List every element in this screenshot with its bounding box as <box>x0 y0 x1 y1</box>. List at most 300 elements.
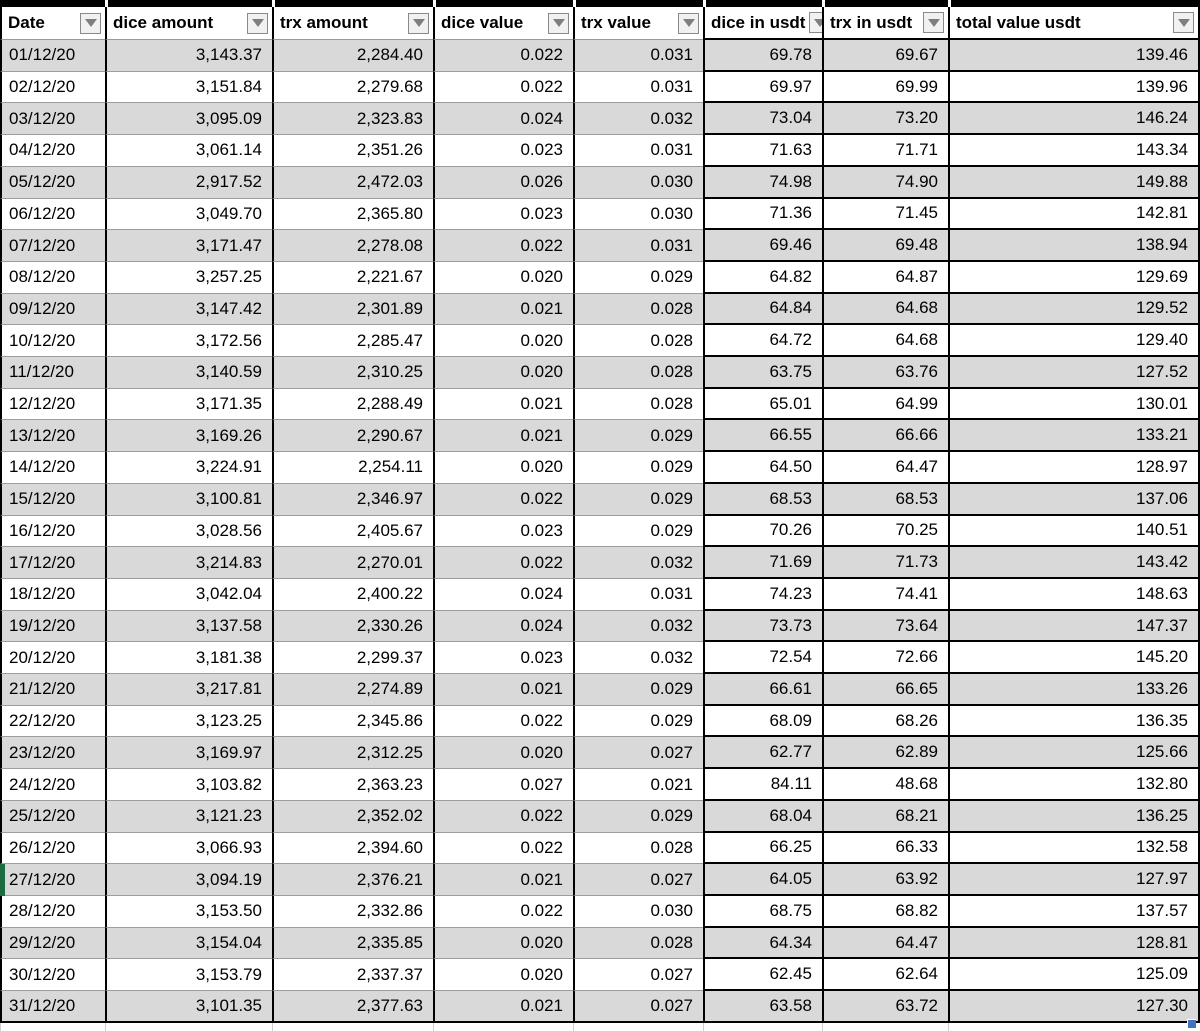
value-cell[interactable]: 0.027 <box>573 737 703 769</box>
value-cell[interactable]: 2,310.25 <box>272 357 433 389</box>
date-cell[interactable]: 05/12/20 <box>0 167 105 199</box>
value-cell[interactable]: 3,123.25 <box>105 706 272 738</box>
chevron-down-icon <box>814 19 822 27</box>
value-cell[interactable]: 73.64 <box>822 611 948 643</box>
value-cell[interactable]: 0.021 <box>433 674 573 706</box>
value-cell[interactable]: 68.26 <box>822 706 948 738</box>
value-cell[interactable]: 64.72 <box>703 325 822 357</box>
value-cell[interactable]: 0.029 <box>573 420 703 452</box>
value-cell[interactable]: 3,153.50 <box>105 896 272 928</box>
value-cell[interactable]: 66.61 <box>703 674 822 706</box>
value-cell[interactable]: 140.51 <box>948 516 1200 548</box>
value-cell[interactable]: 129.40 <box>948 325 1200 357</box>
date-cell[interactable]: 04/12/20 <box>0 135 105 167</box>
value-cell[interactable]: 0.029 <box>573 801 703 833</box>
filter-dropdown-button[interactable] <box>809 12 822 33</box>
value-cell[interactable]: 2,290.67 <box>272 420 433 452</box>
value-cell[interactable]: 0.024 <box>433 103 573 135</box>
date-cell[interactable]: 20/12/20 <box>0 642 105 674</box>
table-row <box>0 389 1200 421</box>
filter-dropdown-button[interactable] <box>408 13 429 34</box>
column-header-label: trx amount <box>280 13 368 32</box>
value-cell[interactable]: 64.47 <box>822 928 948 960</box>
value-cell[interactable]: 68.04 <box>703 801 822 833</box>
value-cell[interactable]: 3,171.47 <box>105 230 272 262</box>
value-cell[interactable]: 2,351.26 <box>272 135 433 167</box>
value-cell[interactable]: 0.031 <box>573 40 703 72</box>
value-cell[interactable]: 3,095.09 <box>105 103 272 135</box>
column-header-label: trx in usdt <box>830 12 913 32</box>
value-cell[interactable]: 64.99 <box>822 389 948 421</box>
value-cell[interactable]: 71.45 <box>822 199 948 231</box>
value-cell[interactable]: 3,147.42 <box>105 294 272 326</box>
value-cell[interactable]: 3,094.19 <box>105 864 272 896</box>
value-cell[interactable]: 3,169.26 <box>105 420 272 452</box>
value-cell[interactable]: 0.022 <box>433 484 573 516</box>
value-cell[interactable]: 64.84 <box>703 294 822 326</box>
value-cell[interactable]: 3,143.37 <box>105 40 272 72</box>
date-cell[interactable]: 27/12/20 <box>0 864 105 896</box>
cutoff-cell <box>948 0 1200 7</box>
chevron-down-icon <box>683 19 695 27</box>
value-cell[interactable]: 84.11 <box>703 769 822 801</box>
value-cell[interactable]: 2,363.23 <box>272 769 433 801</box>
column-header-dice-amount <box>105 7 272 40</box>
value-cell[interactable]: 3,066.93 <box>105 833 272 865</box>
value-cell[interactable]: 3,257.25 <box>105 262 272 294</box>
table-row <box>0 40 1200 72</box>
value-cell[interactable]: 3,154.04 <box>105 928 272 960</box>
value-cell[interactable]: 3,049.70 <box>105 199 272 231</box>
value-cell[interactable]: 2,330.26 <box>272 611 433 643</box>
value-cell[interactable]: 2,472.03 <box>272 167 433 199</box>
value-cell[interactable]: 0.031 <box>573 579 703 611</box>
value-cell[interactable]: 63.72 <box>822 991 948 1023</box>
value-cell[interactable]: 0.020 <box>433 928 573 960</box>
value-cell[interactable]: 0.021 <box>433 389 573 421</box>
value-cell[interactable]: 0.022 <box>433 547 573 579</box>
value-cell[interactable]: 2,270.01 <box>272 547 433 579</box>
value-cell[interactable]: 69.46 <box>703 230 822 262</box>
value-cell[interactable]: 2,377.63 <box>272 991 433 1023</box>
value-cell[interactable]: 0.023 <box>433 642 573 674</box>
value-cell[interactable]: 0.021 <box>433 864 573 896</box>
value-cell[interactable]: 0.020 <box>433 737 573 769</box>
value-cell[interactable]: 62.89 <box>822 737 948 769</box>
value-cell[interactable]: 70.25 <box>822 516 948 548</box>
filter-dropdown-button[interactable] <box>923 12 944 33</box>
value-cell[interactable]: 0.021 <box>433 420 573 452</box>
value-cell[interactable]: 0.029 <box>573 262 703 294</box>
value-cell[interactable]: 69.48 <box>822 230 948 262</box>
value-cell[interactable]: 2,274.89 <box>272 674 433 706</box>
value-cell[interactable]: 146.24 <box>948 103 1200 135</box>
value-cell[interactable]: 73.20 <box>822 103 948 135</box>
value-cell[interactable]: 0.027 <box>573 991 703 1023</box>
value-cell[interactable]: 0.020 <box>433 959 573 991</box>
value-cell[interactable]: 2,332.86 <box>272 896 433 928</box>
date-cell[interactable]: 09/12/20 <box>0 294 105 326</box>
value-cell[interactable]: 3,121.23 <box>105 801 272 833</box>
value-cell[interactable]: 2,345.86 <box>272 706 433 738</box>
value-cell[interactable]: 64.34 <box>703 928 822 960</box>
value-cell[interactable]: 0.022 <box>433 706 573 738</box>
value-cell[interactable]: 0.030 <box>573 167 703 199</box>
value-cell[interactable]: 2,299.37 <box>272 642 433 674</box>
value-cell[interactable]: 0.023 <box>433 516 573 548</box>
value-cell[interactable]: 127.52 <box>948 357 1200 389</box>
value-cell[interactable]: 3,101.35 <box>105 991 272 1023</box>
value-cell[interactable]: 0.020 <box>433 325 573 357</box>
cutoff-cell <box>272 0 433 7</box>
date-cell[interactable]: 02/12/20 <box>0 72 105 104</box>
value-cell[interactable]: 3,181.38 <box>105 642 272 674</box>
value-cell[interactable]: 0.028 <box>573 833 703 865</box>
date-cell[interactable]: 19/12/20 <box>0 611 105 643</box>
date-cell[interactable]: 12/12/20 <box>0 389 105 421</box>
value-cell[interactable]: 0.020 <box>433 452 573 484</box>
cutoff-cell <box>0 0 105 7</box>
table-row <box>0 484 1200 516</box>
date-cell[interactable]: 11/12/20 <box>0 357 105 389</box>
column-header-trx-value <box>573 7 703 40</box>
value-cell[interactable]: 71.69 <box>703 547 822 579</box>
value-cell[interactable]: 0.022 <box>433 833 573 865</box>
value-cell[interactable]: 72.54 <box>703 642 822 674</box>
value-cell[interactable]: 147.37 <box>948 611 1200 643</box>
value-cell[interactable]: 64.68 <box>822 294 948 326</box>
value-cell[interactable]: 3,061.14 <box>105 135 272 167</box>
value-cell[interactable]: 2,285.47 <box>272 325 433 357</box>
value-cell[interactable]: 74.90 <box>822 167 948 199</box>
date-cell[interactable]: 15/12/20 <box>0 484 105 516</box>
value-cell[interactable]: 68.75 <box>703 896 822 928</box>
value-cell[interactable]: 0.029 <box>573 452 703 484</box>
cutoff-cell <box>0 1023 105 1031</box>
column-header-label: dice amount <box>113 13 214 32</box>
value-cell[interactable]: 3,028.56 <box>105 516 272 548</box>
value-cell[interactable]: 3,151.84 <box>105 72 272 104</box>
value-cell[interactable]: 0.031 <box>573 72 703 104</box>
value-cell[interactable]: 127.30 <box>948 991 1200 1023</box>
value-cell[interactable]: 0.030 <box>573 199 703 231</box>
value-cell[interactable]: 0.021 <box>433 294 573 326</box>
value-cell[interactable]: 0.021 <box>433 991 573 1023</box>
value-cell[interactable]: 63.76 <box>822 357 948 389</box>
date-cell[interactable]: 30/12/20 <box>0 959 105 991</box>
value-cell[interactable]: 0.026 <box>433 167 573 199</box>
date-cell[interactable]: 14/12/20 <box>0 452 105 484</box>
date-cell[interactable]: 10/12/20 <box>0 325 105 357</box>
value-cell[interactable]: 3,172.56 <box>105 325 272 357</box>
value-cell[interactable]: 139.96 <box>948 72 1200 104</box>
value-cell[interactable]: 2,221.67 <box>272 262 433 294</box>
value-cell[interactable]: 3,042.04 <box>105 579 272 611</box>
table-row <box>0 801 1200 833</box>
value-cell[interactable]: 74.98 <box>703 167 822 199</box>
date-cell[interactable]: 29/12/20 <box>0 928 105 960</box>
value-cell[interactable]: 132.80 <box>948 769 1200 801</box>
value-cell[interactable]: 68.82 <box>822 896 948 928</box>
table-row <box>0 769 1200 801</box>
date-cell[interactable]: 17/12/20 <box>0 547 105 579</box>
filter-dropdown-button[interactable] <box>247 13 268 34</box>
value-cell[interactable]: 70.26 <box>703 516 822 548</box>
value-cell[interactable]: 0.022 <box>433 72 573 104</box>
table-row <box>0 452 1200 484</box>
date-cell[interactable]: 18/12/20 <box>0 579 105 611</box>
value-cell[interactable]: 63.75 <box>703 357 822 389</box>
value-cell[interactable]: 68.21 <box>822 801 948 833</box>
value-cell[interactable]: 62.64 <box>822 959 948 991</box>
value-cell[interactable]: 71.71 <box>822 135 948 167</box>
chevron-down-icon <box>553 19 565 27</box>
table-row <box>0 642 1200 674</box>
table-row <box>0 991 1200 1023</box>
value-cell[interactable]: 0.022 <box>433 896 573 928</box>
value-cell[interactable]: 139.46 <box>948 40 1200 72</box>
value-cell[interactable]: 0.022 <box>433 230 573 262</box>
value-cell[interactable]: 66.65 <box>822 674 948 706</box>
value-cell[interactable]: 3,224.91 <box>105 452 272 484</box>
table-row <box>0 72 1200 104</box>
value-cell[interactable]: 66.33 <box>822 833 948 865</box>
date-cell[interactable]: 31/12/20 <box>0 991 105 1023</box>
value-cell[interactable]: 0.022 <box>433 40 573 72</box>
table-row <box>0 516 1200 548</box>
date-cell[interactable]: 01/12/20 <box>0 40 105 72</box>
filter-dropdown-button[interactable] <box>678 13 699 34</box>
value-cell[interactable]: 2,279.68 <box>272 72 433 104</box>
value-cell[interactable]: 0.029 <box>573 706 703 738</box>
value-cell[interactable]: 0.032 <box>573 547 703 579</box>
table-row <box>0 103 1200 135</box>
value-cell[interactable]: 148.63 <box>948 579 1200 611</box>
date-cell[interactable]: 24/12/20 <box>0 769 105 801</box>
column-header-trx-in-usdt <box>822 7 948 40</box>
column-header-label: Date <box>8 13 45 32</box>
value-cell[interactable]: 0.024 <box>433 611 573 643</box>
value-cell[interactable]: 149.88 <box>948 167 1200 199</box>
value-cell[interactable]: 0.028 <box>573 928 703 960</box>
filter-dropdown-button[interactable] <box>1173 12 1194 33</box>
value-cell[interactable]: 69.97 <box>703 72 822 104</box>
value-cell[interactable]: 0.024 <box>433 579 573 611</box>
value-cell[interactable]: 2,352.02 <box>272 801 433 833</box>
value-cell[interactable]: 0.027 <box>573 864 703 896</box>
value-cell[interactable]: 64.47 <box>822 452 948 484</box>
table-row <box>0 928 1200 960</box>
date-cell[interactable]: 22/12/20 <box>0 706 105 738</box>
date-cell[interactable]: 07/12/20 <box>0 230 105 262</box>
value-cell[interactable]: 0.020 <box>433 262 573 294</box>
value-cell[interactable]: 2,337.37 <box>272 959 433 991</box>
value-cell[interactable]: 2,346.97 <box>272 484 433 516</box>
date-cell[interactable]: 03/12/20 <box>0 103 105 135</box>
value-cell[interactable]: 2,288.49 <box>272 389 433 421</box>
value-cell[interactable]: 62.45 <box>703 959 822 991</box>
value-cell[interactable]: 73.04 <box>703 103 822 135</box>
chevron-down-icon <box>252 19 264 27</box>
cutoff-cell <box>272 1023 433 1031</box>
value-cell[interactable]: 132.58 <box>948 833 1200 865</box>
value-cell[interactable]: 0.020 <box>433 357 573 389</box>
chevron-down-icon <box>85 19 97 27</box>
value-cell[interactable]: 2,376.21 <box>272 864 433 896</box>
value-cell[interactable]: 0.029 <box>573 674 703 706</box>
value-cell[interactable]: 69.99 <box>822 72 948 104</box>
table-row <box>0 262 1200 294</box>
value-cell[interactable]: 0.028 <box>573 325 703 357</box>
value-cell[interactable]: 3,214.83 <box>105 547 272 579</box>
table-row <box>0 547 1200 579</box>
value-cell[interactable]: 66.66 <box>822 420 948 452</box>
value-cell[interactable]: 0.031 <box>573 230 703 262</box>
value-cell[interactable]: 66.55 <box>703 420 822 452</box>
value-cell[interactable]: 71.63 <box>703 135 822 167</box>
value-cell[interactable]: 3,171.35 <box>105 389 272 421</box>
date-cell[interactable]: 08/12/20 <box>0 262 105 294</box>
value-cell[interactable]: 3,137.58 <box>105 611 272 643</box>
value-cell[interactable]: 64.05 <box>703 864 822 896</box>
value-cell[interactable]: 65.01 <box>703 389 822 421</box>
table-row <box>0 230 1200 262</box>
value-cell[interactable]: 2,312.25 <box>272 737 433 769</box>
value-cell[interactable]: 143.34 <box>948 135 1200 167</box>
value-cell[interactable]: 2,278.08 <box>272 230 433 262</box>
value-cell[interactable]: 128.97 <box>948 452 1200 484</box>
value-cell[interactable]: 68.53 <box>703 484 822 516</box>
cutoff-cell <box>822 0 948 7</box>
value-cell[interactable]: 0.022 <box>433 801 573 833</box>
value-cell[interactable]: 125.09 <box>948 959 1200 991</box>
value-cell[interactable]: 130.01 <box>948 389 1200 421</box>
value-cell[interactable]: 2,335.85 <box>272 928 433 960</box>
value-cell[interactable]: 0.032 <box>573 611 703 643</box>
value-cell[interactable]: 0.029 <box>573 516 703 548</box>
filter-dropdown-button[interactable] <box>548 13 569 34</box>
value-cell[interactable]: 2,323.83 <box>272 103 433 135</box>
value-cell[interactable]: 0.028 <box>573 294 703 326</box>
value-cell[interactable]: 0.029 <box>573 484 703 516</box>
value-cell[interactable]: 125.66 <box>948 737 1200 769</box>
value-cell[interactable]: 64.68 <box>822 325 948 357</box>
value-cell[interactable]: 127.97 <box>948 864 1200 896</box>
value-cell[interactable]: 0.027 <box>433 769 573 801</box>
value-cell[interactable]: 137.57 <box>948 896 1200 928</box>
filter-dropdown-button[interactable] <box>80 13 101 34</box>
value-cell[interactable]: 68.09 <box>703 706 822 738</box>
value-cell[interactable]: 2,254.11 <box>272 452 433 484</box>
value-cell[interactable]: 0.030 <box>573 896 703 928</box>
date-cell[interactable]: 25/12/20 <box>0 801 105 833</box>
value-cell[interactable]: 2,301.89 <box>272 294 433 326</box>
value-cell[interactable]: 69.78 <box>703 40 822 72</box>
value-cell[interactable]: 0.027 <box>573 959 703 991</box>
selection-fill-handle[interactable] <box>1187 1019 1196 1028</box>
value-cell[interactable]: 128.81 <box>948 928 1200 960</box>
value-cell[interactable]: 0.032 <box>573 103 703 135</box>
value-cell[interactable]: 0.021 <box>573 769 703 801</box>
value-cell[interactable]: 2,400.22 <box>272 579 433 611</box>
value-cell[interactable]: 64.82 <box>703 262 822 294</box>
value-cell[interactable]: 63.92 <box>822 864 948 896</box>
value-cell[interactable]: 145.20 <box>948 642 1200 674</box>
value-cell[interactable]: 2,917.52 <box>105 167 272 199</box>
cutoff-row-below <box>0 1023 1200 1031</box>
value-cell[interactable]: 69.67 <box>822 40 948 72</box>
value-cell[interactable]: 0.028 <box>573 389 703 421</box>
date-cell[interactable]: 23/12/20 <box>0 737 105 769</box>
value-cell[interactable]: 138.94 <box>948 230 1200 262</box>
value-cell[interactable]: 64.50 <box>703 452 822 484</box>
value-cell[interactable]: 133.21 <box>948 420 1200 452</box>
value-cell[interactable]: 136.25 <box>948 801 1200 833</box>
column-header-label: dice value <box>441 13 524 32</box>
value-cell[interactable]: 129.52 <box>948 294 1200 326</box>
date-cell[interactable]: 06/12/20 <box>0 199 105 231</box>
value-cell[interactable]: 0.031 <box>573 135 703 167</box>
date-cell[interactable]: 16/12/20 <box>0 516 105 548</box>
value-cell[interactable]: 72.66 <box>822 642 948 674</box>
value-cell[interactable]: 74.23 <box>703 579 822 611</box>
value-cell[interactable]: 2,284.40 <box>272 40 433 72</box>
value-cell[interactable]: 3,169.97 <box>105 737 272 769</box>
value-cell[interactable]: 66.25 <box>703 833 822 865</box>
column-header-date <box>0 7 105 40</box>
value-cell[interactable]: 63.58 <box>703 991 822 1023</box>
column-header-trx-amount <box>272 7 433 40</box>
value-cell[interactable]: 133.26 <box>948 674 1200 706</box>
value-cell[interactable]: 3,103.82 <box>105 769 272 801</box>
column-header-dice-value <box>433 7 573 40</box>
value-cell[interactable]: 73.73 <box>703 611 822 643</box>
value-cell[interactable]: 74.41 <box>822 579 948 611</box>
column-header-total-value-usdt <box>948 7 1200 40</box>
table-row <box>0 294 1200 326</box>
value-cell[interactable]: 0.032 <box>573 642 703 674</box>
value-cell[interactable]: 137.06 <box>948 484 1200 516</box>
value-cell[interactable]: 129.69 <box>948 262 1200 294</box>
value-cell[interactable]: 0.023 <box>433 199 573 231</box>
value-cell[interactable]: 2,405.67 <box>272 516 433 548</box>
value-cell[interactable]: 3,153.79 <box>105 959 272 991</box>
value-cell[interactable]: 142.81 <box>948 199 1200 231</box>
date-cell[interactable]: 13/12/20 <box>0 420 105 452</box>
value-cell[interactable]: 64.87 <box>822 262 948 294</box>
value-cell[interactable]: 2,394.60 <box>272 833 433 865</box>
value-cell[interactable]: 3,217.81 <box>105 674 272 706</box>
value-cell[interactable]: 3,100.81 <box>105 484 272 516</box>
value-cell[interactable]: 0.028 <box>573 357 703 389</box>
value-cell[interactable]: 2,365.80 <box>272 199 433 231</box>
value-cell[interactable]: 0.023 <box>433 135 573 167</box>
value-cell[interactable]: 136.35 <box>948 706 1200 738</box>
value-cell[interactable]: 68.53 <box>822 484 948 516</box>
date-cell[interactable]: 26/12/20 <box>0 833 105 865</box>
cutoff-row-above <box>0 0 1200 7</box>
value-cell[interactable]: 48.68 <box>822 769 948 801</box>
value-cell[interactable]: 71.73 <box>822 547 948 579</box>
date-cell[interactable]: 21/12/20 <box>0 674 105 706</box>
date-cell[interactable]: 28/12/20 <box>0 896 105 928</box>
value-cell[interactable]: 3,140.59 <box>105 357 272 389</box>
value-cell[interactable]: 71.36 <box>703 199 822 231</box>
active-row-marker <box>0 864 5 896</box>
value-cell[interactable]: 62.77 <box>703 737 822 769</box>
table-row <box>0 896 1200 928</box>
value-cell[interactable]: 143.42 <box>948 547 1200 579</box>
